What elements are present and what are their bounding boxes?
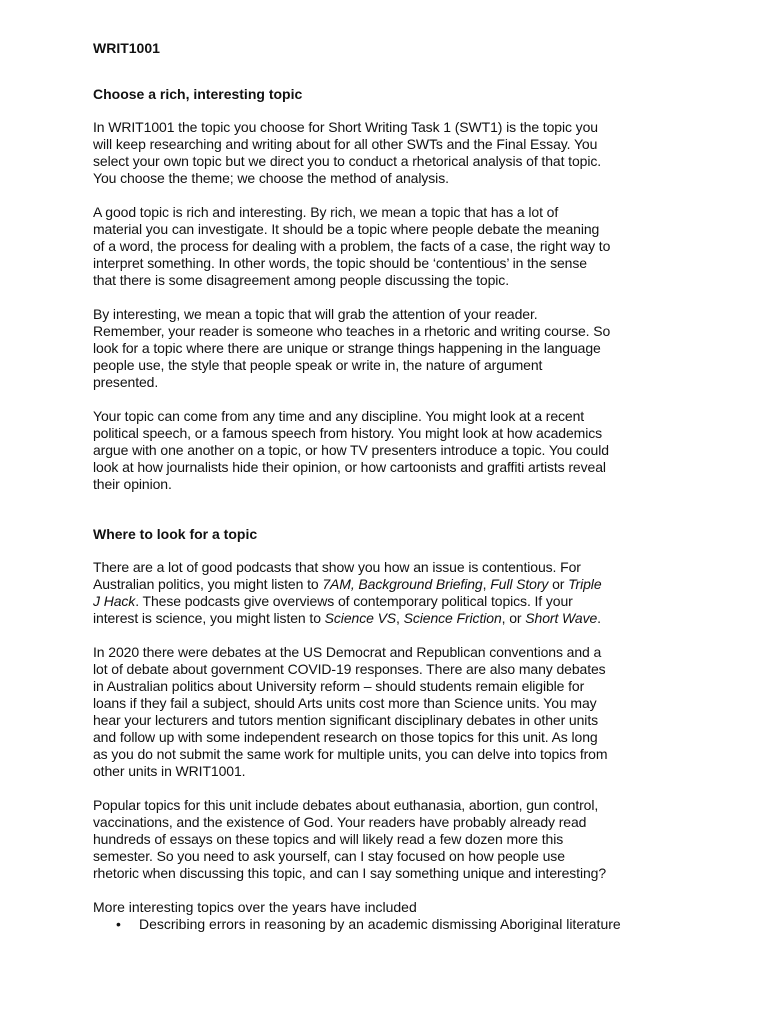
document-page — [93, 40, 683, 933]
paragraph-line: other units in WRIT1001. — [93, 763, 246, 779]
paragraph-line: look at how journalists hide their opinion, or how cartoonists and graffiti artists reveal — [93, 459, 606, 475]
paragraph-line: You choose the theme; we choose the method of analysis. — [93, 170, 449, 186]
paragraph-line: argue with one another on a topic, or how TV presenters introduce a topic. You could — [93, 442, 609, 458]
paragraph-line: There are a lot of good podcasts that show you how an issue is contentious. For — [93, 559, 581, 575]
text-run: , — [396, 610, 404, 626]
paragraph-line: In WRIT1001 the topic you choose for Short Writing Task 1 (SWT1) is the topic you — [93, 119, 598, 135]
paragraph-rich — [93, 204, 683, 289]
podcast-title: Science Friction — [403, 610, 502, 626]
topic-list — [93, 916, 683, 933]
podcast-title: Short Wave — [525, 610, 598, 626]
podcast-title: 7AM, Background Briefing — [322, 576, 483, 592]
paragraph-line: In 2020 there were debates at the US Democrat and Republican conventions and a — [93, 644, 602, 660]
list-item — [93, 916, 683, 933]
paragraph-line: and follow up with some independent research on those topics for this unit. As long — [93, 729, 598, 745]
paragraph-line: select your own topic but we direct you to conduct a rhetorical analysis of that topic. — [93, 153, 602, 169]
paragraph-popular-topics — [93, 797, 683, 882]
paragraph-line: material you can investigate. It should be a topic where people debate the meaning — [93, 221, 600, 237]
paragraph-line: vaccinations, and the existence of God. Your readers have probably already read — [93, 814, 587, 830]
text-run: or — [548, 576, 569, 592]
text-run: interest is science, you might listen to — [93, 610, 325, 626]
paragraph-line: political speech, or a famous speech from history. You might look at how academics — [93, 425, 603, 441]
bullet-icon: • — [116, 916, 121, 932]
text-run: . — [597, 610, 601, 626]
paragraph-line: loans if they fail a subject, should Arts units cost more than Science units. You may — [93, 695, 597, 711]
document-title: WRIT1001 — [93, 40, 160, 56]
paragraph-line: in Australian politics about University reform – should students remain eligible for — [93, 678, 585, 694]
paragraph-line: A good topic is rich and interesting. By rich, we mean a topic that has a lot of — [93, 204, 559, 220]
podcast-title: Triple — [568, 576, 602, 592]
paragraph-line: semester. So you need to ask yourself, can I stay focused on how people use — [93, 848, 565, 864]
paragraph-intro — [93, 119, 683, 187]
paragraph-debates-2020 — [93, 644, 683, 780]
paragraph-podcasts — [93, 559, 683, 627]
paragraph-line: rhetoric when discussing this topic, and can I say something unique and interesting? — [93, 865, 607, 881]
paragraph-line: of a word, the process for dealing with a problem, the facts of a case, the right way to — [93, 238, 611, 254]
paragraph-line: interpret something. In other words, the topic should be ‘contentious’ in the sense — [93, 255, 587, 271]
paragraph-line: that there is some disagreement among people discussing the topic. — [93, 272, 509, 288]
text-run: Australian politics, you might listen to — [93, 576, 323, 592]
paragraph-line: lot of debate about government COVID-19 responses. There are also many debates — [93, 661, 606, 677]
paragraph-line — [93, 610, 683, 627]
paragraph-interesting — [93, 306, 683, 391]
paragraph-line: Remember, your reader is someone who teaches in a rhetoric and writing course. So — [93, 323, 611, 339]
paragraph-line: presented. — [93, 374, 159, 390]
paragraph-line: hundreds of essays on these topics and will likely read a few dozen more this — [93, 831, 564, 847]
paragraph-line: hear your lecturers and tutors mention significant disciplinary debates in other units — [93, 712, 599, 728]
podcast-title: Full Story — [490, 576, 549, 592]
paragraph-line: look for a topic where there are unique or strange things happening in the language — [93, 340, 601, 356]
text-run: , — [482, 576, 491, 592]
paragraph-line — [93, 593, 683, 610]
section-heading-choose-topic: Choose a rich, interesting topic — [93, 86, 303, 102]
text-run: . These podcasts give overviews of contemporary political topics. If your — [135, 593, 573, 609]
text-run: , or — [501, 610, 526, 626]
paragraph-line: will keep researching and writing about for all other SWTs and the Final Essay. You — [93, 136, 598, 152]
podcast-title: J Hack — [93, 593, 136, 609]
list-item-text: Describing errors in reasoning by an academic dismissing Aboriginal literature — [139, 916, 621, 932]
paragraph-line: as you do not submit the same work for multiple units, you can delve into topics from — [93, 746, 608, 762]
section-heading-where-to-look: Where to look for a topic — [93, 526, 258, 542]
paragraph-line: people use, the style that people speak or write in, the nature of argument — [93, 357, 543, 373]
paragraph-line: their opinion. — [93, 476, 172, 492]
paragraph-line: Popular topics for this unit include debates about euthanasia, abortion, gun control, — [93, 797, 599, 813]
paragraph-line: Your topic can come from any time and any discipline. You might look at a recent — [93, 408, 585, 424]
list-intro: More interesting topics over the years have included — [93, 899, 417, 915]
podcast-title: Science VS — [324, 610, 397, 626]
paragraph-line: By interesting, we mean a topic that will grab the attention of your reader. — [93, 306, 538, 322]
paragraph-any-time — [93, 408, 683, 493]
paragraph-line — [93, 576, 683, 593]
